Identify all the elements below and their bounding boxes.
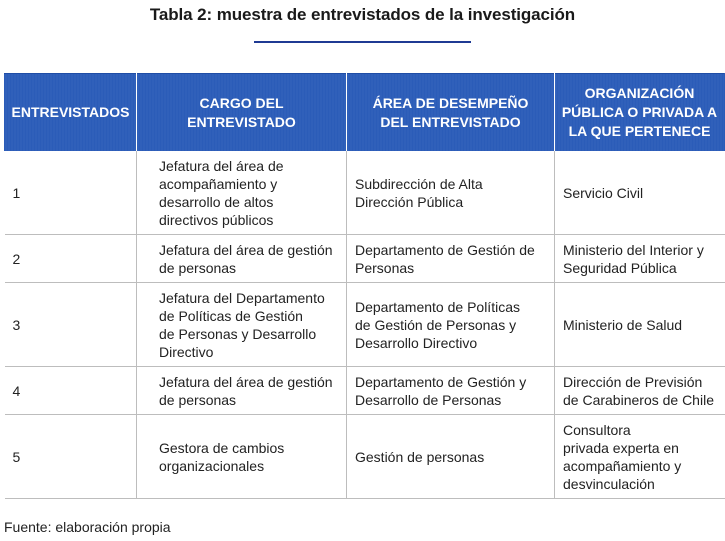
cell-area: Departamento de Gestión y Desarrollo de Personas: [347, 367, 555, 415]
header-area: ÁREA DE DESEMPEÑO DEL ENTREVISTADO: [347, 74, 555, 152]
cell-area: Gestión de personas: [347, 415, 555, 499]
header-interviewees: ENTREVISTADOS: [5, 74, 137, 152]
cell-organization: Consultora privada experta en acompañamiento y desvinculación: [555, 415, 725, 499]
cell-number: 5: [5, 415, 137, 499]
cell-position: Jefatura del Departamento de Políticas de Gestión de Personas y Desarrollo Directivo: [137, 283, 347, 367]
table-title: Tabla 2: muestra de entrevistados de la investigación: [149, 5, 576, 24]
cell-position: Jefatura del área de gestión de personas: [137, 235, 347, 283]
cell-position: Jefatura del área de acompañamiento y desarrollo de altos directivos públicos: [137, 151, 347, 235]
table-row: [5, 415, 725, 499]
cell-organization: Dirección de Previsión de Carabineros de Chile: [555, 367, 725, 415]
cell-number: 4: [5, 367, 137, 415]
cell-organization: Servicio Civil: [555, 151, 725, 235]
cell-number: 2: [5, 235, 137, 283]
interviewees-table: [4, 73, 725, 499]
cell-organization: Ministerio de Salud: [555, 283, 725, 367]
cell-position: Jefatura del área de gestión de personas: [137, 367, 347, 415]
cell-area: Departamento de Políticas de Gestión de Personas y Desarrollo Directivo: [347, 283, 555, 367]
cell-number: 3: [5, 283, 137, 367]
table-header-row: [5, 74, 725, 152]
cell-organization: Ministerio del Interior y Seguridad Pública: [555, 235, 725, 283]
header-organization: ORGANIZACIÓN PÚBLICA O PRIVADA A LA QUE PERTENECE: [555, 74, 725, 152]
table-row: [5, 283, 725, 367]
cell-number: 1: [5, 151, 137, 235]
table-row: [5, 151, 725, 235]
cell-position: Gestora de cambios organizacionales: [137, 415, 347, 499]
table-row: [5, 367, 725, 415]
source-note: Fuente: elaboración propia: [4, 519, 171, 535]
cell-area: Departamento de Gestión de Personas: [347, 235, 555, 283]
cell-area: Subdirección de Alta Dirección Pública: [347, 151, 555, 235]
title-underline: [254, 41, 471, 43]
header-position: CARGO DEL ENTREVISTADO: [137, 74, 347, 152]
table-row: [5, 235, 725, 283]
